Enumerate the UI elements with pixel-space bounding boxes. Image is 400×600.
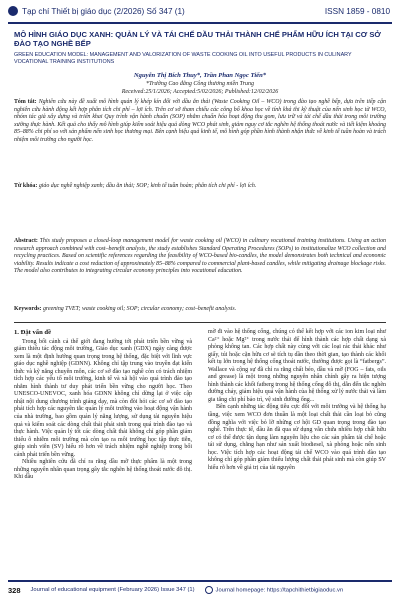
- body-paragraph: Bên cạnh những tác động tiêu cực đối với môi trường và hệ thống hạ tầng, việc xem WCO đơn thuần là một loại chất thải cần loại bỏ cũng đồng nghĩa với việc bỏ lỡ những cơ hội GD quan trọng trong đào tạo nghề. Trên thực tế, dầu ăn đã qua sử dụng vẫn chứa nhiều hợp chất hữu cơ có thể được tận dụng làm nguyên liệu cho các sản phẩm tái chế hoặc tái sử dụng, chẳng hạn như sản xuất biodiesel, xà phòng hoặc nến sinh học. Việc tích hợp các hoạt động tái chế WCO vào quá trình đào tạo không chỉ góp phần giảm thiểu lượng chất thải phát sinh mà còn giúp SV hiểu rõ hơn về giá trị của tài nguyên: [208, 404, 386, 471]
- abstract-vi: [14, 99, 386, 144]
- journal-logo-icon: [8, 6, 18, 16]
- affiliation: *Trường Cao đẳng Công thương miền Trung: [146, 81, 254, 87]
- article-title-en: GREEN EDUCATION MODEL: MANAGEMENT AND VALORIZATION OF WASTE COOKING OIL INTO USEFUL PRODUCTS IN CULINARY VOCATIONAL TRAINING INSTITUTIONS: [14, 52, 352, 65]
- keywords-vi-text: giáo dục nghề nghiệp xanh; dầu ăn thải; SOP; kinh tế tuần hoàn; phân tích chi phí - lợi ích.: [38, 183, 257, 189]
- abstract-separator: [14, 322, 386, 323]
- section-heading: 1. Đặt vấn đề: [14, 329, 51, 336]
- abstract-vi-text: Nghiên cứu này đề xuất mô hình quản lý khép kín đối với dầu ăn thải (Waste Cooking Oil – WCO) trong đào tạo nghề bếp, dựa trên tiếp cận nghiên cứu hành động kết hợp phân tích chi phí – lợi ích. Trên cơ sở tham chiếu các công bố khoa học về tính khả thi kỹ thuật của nến sinh học từ WCO, nhóm tác giả xây dựng và triển khai Quy trình vận hành chuẩn (SOP) nhằm chuẩn hóa hoạt động thu gom, lưu trữ và tái chế dầu thải trong môi trường xưởng thực hành. Kết quả cho thấy mô hình giúp kiểm soát hiệu quả dòng WCO phát sinh, giảm nguy cơ tắc nghẽn hệ thống thoát nước và tiết kiệm khoảng 85–88% chi phí so với sản phẩm nến sinh học thương mại. Bên cạnh hiệu quả kinh tế, mô hình góp phần hình thành nhận thức về kinh tế tuần hoàn và trách nhiệm môi trường cho người học.: [14, 99, 386, 143]
- homepage-link[interactable]: Journal homepage: https://tapchithietbigiaoduc.vn: [215, 587, 344, 594]
- abstract-en-text: This study proposes a closed-loop management model for waste cooking oil (WCO) in culinary vocational training institutions. Using an action research approach combined with cost–benefit analysis, the study establishes Standard Operating Procedures (SOPs) to institutionalize WCO collection and recycling practices. Based on scientific references regarding the feasibility of WCO-based bio-candles, the model demonstrates both technical and economic viability. Results indicate a cost reduction of approximately 85–88% compared to commercial plant-based candles, while mitigating drainage blockage risks. The model also contributes to integrating circular economy principles into vocational education.: [14, 238, 386, 275]
- journal-name-en: Journal of educational equipment (February 2026) Issue 347 (1): [30, 587, 195, 593]
- column-left: [14, 329, 192, 482]
- keywords-en-label: Keywords:: [14, 306, 42, 312]
- journal-header-left: [8, 6, 185, 16]
- keywords-vi-label: Từ khóa:: [14, 183, 38, 189]
- journal-name: Tạp chí Thiết bị giáo dục (2/2026) Số 347 (1): [22, 6, 185, 16]
- keywords-en: [14, 306, 386, 314]
- abstract-en-label: Abstract:: [14, 238, 38, 244]
- page-footer: [8, 583, 392, 597]
- abstract-en: [14, 238, 386, 276]
- journal-header: [0, 0, 400, 22]
- journal-homepage: [205, 586, 344, 594]
- page-number: 328: [8, 585, 21, 595]
- publication-dates: Received:25/1/2026; Accepted:5/02/2026; Published:12/02/2026: [121, 88, 279, 95]
- authors: Nguyễn Thị Bích Thuy*, Trần Phan Ngọc Tiến*: [133, 72, 267, 79]
- keywords-vi: [14, 183, 386, 191]
- article-title: MÔ HÌNH GIÁO DỤC XANH: QUẢN LÝ VÀ TÁI CHẾ DẦU THẢI THÀNH CHẾ PHẨM HỮU ÍCH TẠI CƠ SỞ ĐÀO TẠO NGHỀ BẾP: [14, 30, 381, 49]
- abstract-vi-label: Tóm tắt:: [14, 99, 37, 105]
- column-right: [208, 329, 386, 472]
- header-rule: [8, 22, 392, 24]
- globe-icon: [205, 586, 213, 594]
- body-paragraph: Nhiều nghiên cứu đã chỉ ra rằng dầu mỡ thực phẩm là một trong những nguyên nhân quan trọng gây tắc nghẽn hệ thống thoát nước đô thị. Khi dầu: [14, 459, 192, 481]
- issn: ISSN 1859 - 0810: [324, 6, 390, 16]
- footer-rule: [8, 580, 392, 582]
- keywords-en-text: greening TVET; waste cooking oil; SOP; circular economy; cost–benefit analysis.: [42, 306, 237, 312]
- body-paragraph: Trong bối cảnh cả thế giới đang hướng tới phát triển bền vững và giảm thiểu tác động môi trường, Giáo dục xanh (GDX) ngày càng được xem là một định hướng quan trọng trong hệ thống, đặc biệt với lĩnh vực giáo dục nghề nghiệp (GDNN). Không chỉ tập trung vào truyền đạt kiến thức và kỹ năng chuyên môn, các cơ sở đào tạo nghề còn có trách nhiệm tích hợp các yếu tố môi trường, kinh tế và xã hội vào quá trình đào tạo nhằm hình thành tư duy phát triển bền vững cho người học. Theo UNESCO-UNEVOC, xanh hóa GDNN không chỉ dừng lại ở việc cập nhật nội dung chương trình giảng dạy, mà còn đòi hỏi các cơ sở đào tạo phải tích hợp các nguyên tắc quản lý môi trường vào hoạt động vận hành của nhà trường, bao gồm quản lý năng lượng, sử dụng tài nguyên hiệu quả và kiểm soát các dòng chất thải phát sinh trong quá trình đào tạo và thực hành. Việc quản lý tốt các dòng chất thải không chỉ góp phần giảm thiểu ô nhiễm môi trường mà còn tạo ra môi trường học tập thực tiễn, giúp sinh viên (SV) hiểu rõ hơn về trách nhiệm nghề nghiệp trong bối cảnh phát triển bền vững.: [14, 338, 192, 458]
- body-paragraph: mỡ đi vào hệ thống cống, chúng có thể kết hợp với các ion kim loại như Ca²⁺ hoặc Mg²⁺ trong nước thải để hình thành các hợp chất dạng xà phòng không tan. Các hợp chất này cùng với các loại rác thải khác như giấy, túi hoặc cặn hữu cơ sẽ tích tụ dần theo thời gian, tạo thành các khối kết tụ lớn trong hệ thống cống thoát nước, thường được gọi là “fatbergs”. Wallace và cộng sự đã chỉ ra rằng chất béo, dầu và mỡ (FOG – fats, oils and grease) là một trong những nguyên nhân chính gây ra hiện tượng hình thành các khối fatberg trong hệ thống cống đô thị, dẫn đến tắc nghẽn đường chảy, giảm hiệu quả vận hành của hệ thống xử lý nước thải và làm gia tăng chi phí bảo trì, vệ sinh đường ống...: [208, 329, 386, 403]
